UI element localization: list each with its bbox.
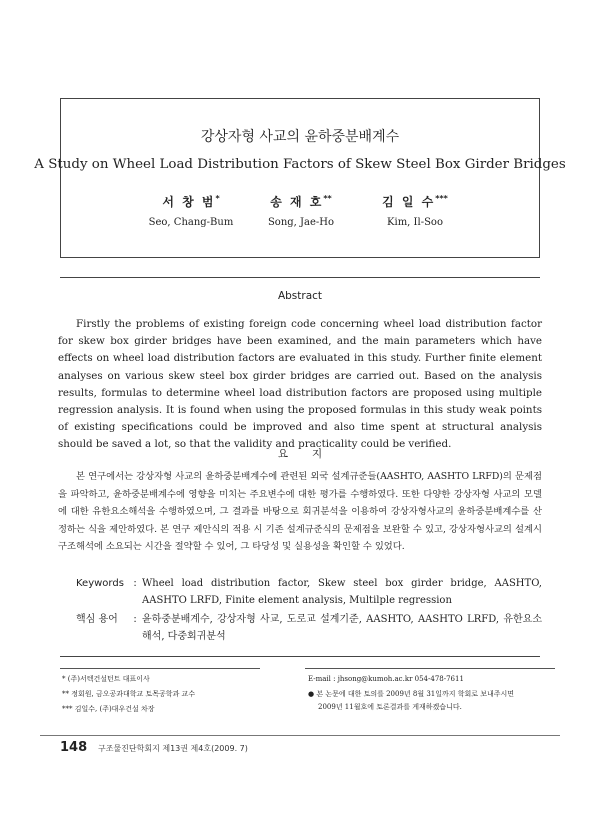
abstract-heading: Abstract [277, 290, 323, 302]
footnote-discussion-2: 2009년 11월호에 토론결과를 게재하겠습니다. [318, 703, 462, 711]
keywords-kr-row [76, 611, 542, 645]
keywords-text: Wheel load distribution factor, Skew steel box girder bridge, AASHTO, AASHTO LRFD, Finite element analysis, Multilple regression [142, 578, 542, 606]
title-korean: 강상자형 사교의 윤하중분배계수 [200, 129, 400, 145]
author-3-name-en: Kim, Il-Soo [387, 217, 443, 228]
footnote-3: *** 김일수, (주)대우건설 차장 [62, 705, 155, 713]
journal-info: 구조물진단학회지 제13권 제4호(2009. 7) [98, 744, 248, 753]
footnote-1: * (주)서텍건설턴트 대표이사 [62, 675, 150, 683]
footnote-discussion-1: ● 본 논문에 대한 토의를 2009년 8월 31일까지 학회로 보내주시면 [308, 690, 515, 698]
footnote-email: E-mail : jhsong@kumoh.ac.kr 054-478-7611 [308, 675, 464, 683]
yoji-text: 본 연구에서는 강상자형 사교의 윤하중분배계수에 관련된 외국 설계규준들(AASHTO, AASHTO LRFD)의 문제점을 파악하고, 윤하중분배계수에 영향을 미치는 주요변수에 대한 평가를 수행하였다. 또한 다양한 강상자형 사교의 모델에 대한 유한요소해석을 수행하였으며, 그 결과를 바탕으로 회귀분석을 이용하여 강상자형사교의 윤하중분배계수를 산정하는 식을 제안하였다. 본 연구 제안식의 적용 시 기존 설계규준식의 문제점을 보완할 수 있고, 강상자형사교의 설계시 구조해석에 소요되는 시간을 절약할 수 있어, 그 타당성 및 실용성을 확인할 수 있었다. [58, 471, 542, 553]
author-2-name-en: Song, Jae-Ho [267, 217, 335, 228]
footnote-2: ** 정회원, 금오공과대학교 토목공학과 교수 [62, 690, 196, 698]
author-1-name-en: Seo, Chang-Bum [148, 217, 234, 228]
title-english: A Study on Wheel Load Distribution Factors of Skew Steel Box Girder Bridges [34, 157, 566, 172]
keywords-colon: : [133, 578, 137, 589]
page-number: 148 [60, 740, 88, 755]
author-1-name-kr: 서 창 범* [162, 194, 220, 209]
bottom-rule [40, 735, 560, 736]
abstract-text: Firstly the problems of existing foreign code concerning wheel load distribution factor for skew box girder bridges have been examined, and the main parameters which have effects on wheel load distribution factors are evaluated in this study. Further finite element analyses on various skew steel box girder bridges are carried out. Based on the analysis results, formulas to determine wheel load distribution factors are proposed using multiple regression analysis. It is found when using the proposed formulas in this study weak points of existing specifications could be improved and also time spent at structural analysis should be saved a lot, so that the validity and practicality could be verified. [58, 318, 542, 451]
author-2 [251, 193, 351, 228]
author-3 [365, 193, 465, 228]
footnote-rule-right [305, 668, 555, 669]
author-3-name-kr: 김 일 수*** [382, 194, 448, 209]
abstract-section [60, 277, 540, 657]
keywords-kr-colon: : [133, 614, 137, 625]
keywords-row [76, 575, 542, 609]
keywords-kr-label: 핵심 용어 [76, 614, 118, 625]
author-2-name-kr: 송 재 호** [270, 194, 332, 209]
keywords-kr-text: 윤하중분배계수, 강상자형 사교, 도로교 설계기준, AASHTO, AASHTO LRFD, 유한요소해석, 다중회귀분석 [142, 614, 542, 642]
keywords-label: Keywords [76, 578, 124, 589]
title-box [34, 98, 566, 258]
author-1 [141, 193, 241, 228]
footnote-rule-left [60, 668, 260, 669]
yoji-heading: 요지 [277, 448, 347, 460]
